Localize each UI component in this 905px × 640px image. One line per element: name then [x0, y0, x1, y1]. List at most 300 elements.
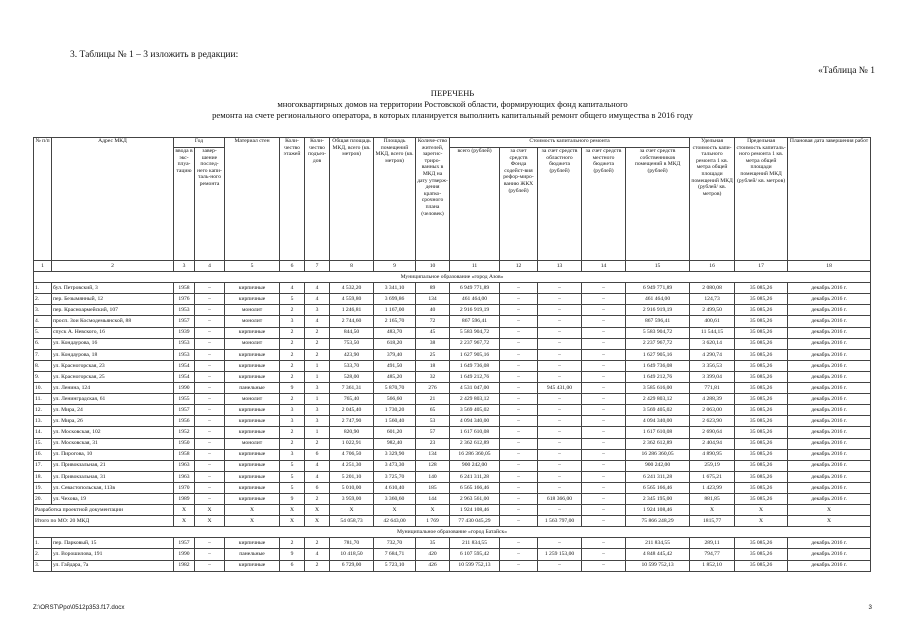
column-number-row	[34, 261, 871, 272]
table-cell: –	[500, 394, 538, 405]
table-cell: 1990	[174, 383, 195, 394]
table-cell: 6 565 166,46	[450, 482, 500, 493]
table-cell: ул. Красногорская, 23	[52, 360, 174, 371]
table-cell: –	[195, 305, 225, 316]
table-cell: 35 085,26	[735, 371, 788, 382]
table-cell: –	[582, 405, 626, 416]
table-cell: ул. Московская, 31	[52, 438, 174, 449]
table-cell: 1 627 905,16	[450, 349, 500, 360]
table-cell: 8.	[34, 360, 52, 371]
table-cell: пер. Парковый, 15	[52, 538, 174, 549]
table-row	[34, 338, 871, 349]
column-number: 15	[626, 261, 690, 272]
table-cell: 1 924 108,46	[450, 505, 500, 516]
table-cell: 9	[280, 383, 305, 394]
table-cell: декабрь 2016 г.	[788, 560, 871, 571]
table-row	[34, 482, 871, 493]
table-cell: декабрь 2016 г.	[788, 538, 871, 549]
table-cell: –	[538, 349, 582, 360]
table-cell: –	[500, 294, 538, 305]
column-number: 16	[690, 261, 735, 272]
table-cell: –	[195, 371, 225, 382]
table-cell: –	[500, 416, 538, 427]
table-cell: ул. Привокзальная, 21	[52, 460, 174, 471]
table-cell: 10.	[34, 383, 52, 394]
table-cell: 820,90	[330, 427, 374, 438]
table-cell: 426	[416, 560, 450, 571]
table-cell: –	[195, 482, 225, 493]
table-cell: пер. Безымянный, 12	[52, 294, 174, 305]
table-cell: 4	[305, 549, 330, 560]
table-cell: 18.	[34, 471, 52, 482]
table-cell: 5	[280, 460, 305, 471]
table-cell: 3 620,14	[690, 338, 735, 349]
table-cell: –	[500, 405, 538, 416]
table-cell: 54 058,73	[330, 516, 374, 527]
column-number: 5	[225, 261, 280, 272]
table-row	[34, 394, 871, 405]
table-cell: 2 404,94	[690, 438, 735, 449]
table-cell: ул. Мира, 24	[52, 405, 174, 416]
table-cell: –	[582, 505, 626, 516]
document-subtitle-2: ремонта на счете регионального оператора, в которых планируется выполнить капитальный ремонт общего имущества в 2016 году	[212, 110, 693, 120]
header-cost-local: за счет средств местного бюджета (рублей)	[582, 148, 626, 261]
table-cell: –	[538, 371, 582, 382]
table-cell: 3 356,53	[690, 360, 735, 371]
table-cell: 1 649 736,08	[450, 360, 500, 371]
table-cell: –	[195, 493, 225, 504]
table-cell: –	[538, 405, 582, 416]
table-cell: 3 699,86	[374, 294, 416, 305]
table-cell: ул. Мира, 26	[52, 416, 174, 427]
table-cell: 4	[305, 283, 330, 294]
table-cell: –	[582, 427, 626, 438]
table-cell: 2	[280, 371, 305, 382]
table-cell: 2 429 803,12	[626, 394, 690, 405]
table-cell: 211 834,55	[626, 538, 690, 549]
table-cell: 12.	[34, 405, 52, 416]
table-cell: кирпичные	[225, 283, 280, 294]
table-cell: 9	[280, 493, 305, 504]
table-cell: –	[195, 383, 225, 394]
table-cell: 5 583 904,72	[626, 327, 690, 338]
table-tagline: «Таблица № 1	[818, 66, 875, 76]
table-cell: декабрь 2016 г.	[788, 482, 871, 493]
table-cell: 35 085,26	[735, 294, 788, 305]
table-cell: –	[195, 460, 225, 471]
table-cell: –	[538, 316, 582, 327]
table-cell: 1.	[34, 538, 52, 549]
table-cell: кирпичные	[225, 327, 280, 338]
header-max-cost: Предельная стоимость капиталь-ного ремонта 1 кв. метра общей площади помещений МКД (рублей/ кв. метров)	[735, 138, 788, 261]
table-cell: 3.	[34, 560, 52, 571]
table-cell: 4 290,74	[690, 349, 735, 360]
table-cell: 1 423,99	[690, 482, 735, 493]
column-number: 3	[174, 261, 195, 272]
table-cell: –	[582, 516, 626, 527]
table-cell: 1950	[174, 438, 195, 449]
table-cell: –	[195, 560, 225, 571]
table-cell: 4 094 340,00	[626, 416, 690, 427]
table-cell: 867 596,41	[450, 316, 500, 327]
table-cell: 35 085,26	[735, 427, 788, 438]
table-cell: –	[538, 538, 582, 549]
table-cell: 35 085,26	[735, 482, 788, 493]
table-cell: 5 723,10	[374, 560, 416, 571]
table-cell: 7.	[34, 349, 52, 360]
table-cell: –	[500, 516, 538, 527]
table-cell: 3 473,30	[374, 460, 416, 471]
column-number: 9	[374, 261, 416, 272]
document-subtitle-1: многоквартирных домов на территории Ростовской области, формирующих фонд капитального	[277, 99, 628, 109]
table-cell: декабрь 2016 г.	[788, 383, 871, 394]
table-row	[34, 449, 871, 460]
table-cell: 1953	[174, 338, 195, 349]
table-cell: 5 583 904,72	[450, 327, 500, 338]
table-cell: 2	[305, 327, 330, 338]
table-cell: –	[582, 294, 626, 305]
table-cell: ул. Ворошилова, 191	[52, 549, 174, 560]
table-cell: 461 464,00	[626, 294, 690, 305]
table-cell: ул. Севастопольская, 113в	[52, 482, 174, 493]
table-cell: –	[582, 394, 626, 405]
table-cell: X	[174, 516, 195, 527]
table-cell: спуск А. Невского, 16	[52, 327, 174, 338]
table-cell: 15.	[34, 438, 52, 449]
column-number: 6	[280, 261, 305, 272]
table-cell: 3	[280, 449, 305, 460]
table-cell: 35	[416, 538, 450, 549]
table-cell: 1958	[174, 283, 195, 294]
table-cell: 10 599 752,13	[626, 560, 690, 571]
table-cell: 4 251,30	[330, 460, 374, 471]
table-cell: 423,90	[330, 349, 374, 360]
table-cell: 1954	[174, 360, 195, 371]
table-cell: 42 643,00	[374, 516, 416, 527]
table-cell: 3 360,60	[374, 493, 416, 504]
table-cell: 1955	[174, 394, 195, 405]
table-cell: декабрь 2016 г.	[788, 371, 871, 382]
table-cell: 1963	[174, 460, 195, 471]
table-cell: декабрь 2016 г.	[788, 427, 871, 438]
table-row	[34, 405, 871, 416]
header-cost-group: Стоимость капитального ремонта	[450, 138, 690, 148]
table-cell: 3.	[34, 305, 52, 316]
column-number: 13	[538, 261, 582, 272]
table-cell: 35 085,26	[735, 438, 788, 449]
header-num: № п/п	[34, 138, 52, 261]
table-cell: 2 362 612,89	[450, 438, 500, 449]
table-cell: 2 623,90	[690, 416, 735, 427]
table-cell: –	[538, 505, 582, 516]
table-cell: 5	[280, 482, 305, 493]
table-cell: 2 237 967,72	[450, 338, 500, 349]
table-cell: кирпичные	[225, 460, 280, 471]
table-cell: ул. Кондаурова, 16	[52, 338, 174, 349]
table-cell: –	[538, 438, 582, 449]
table-cell: –	[582, 560, 626, 571]
table-cell: 1 617 610,08	[450, 427, 500, 438]
table-cell: 900 242,00	[626, 460, 690, 471]
table-cell: 4 610,40	[374, 482, 416, 493]
table-cell: –	[538, 283, 582, 294]
table-cell: монолит	[225, 316, 280, 327]
table-cell: 1953	[174, 349, 195, 360]
table-cell: 794,77	[690, 549, 735, 560]
table-cell: 1 730,20	[374, 405, 416, 416]
column-number: 10	[416, 261, 450, 272]
table-cell: –	[195, 438, 225, 449]
table-cell: 4	[305, 294, 330, 305]
table-cell: 35 085,26	[735, 538, 788, 549]
table-cell: 2 916 919,19	[626, 305, 690, 316]
table-cell: 1952	[174, 427, 195, 438]
table-cell: –	[500, 371, 538, 382]
table-cell: 765,40	[330, 394, 374, 405]
table-cell: 25	[416, 349, 450, 360]
table-cell: кирпичные	[225, 294, 280, 305]
table-cell: декабрь 2016 г.	[788, 449, 871, 460]
table-cell: –	[195, 549, 225, 560]
table-cell: кирпичные	[225, 482, 280, 493]
table-cell: 289,11	[690, 538, 735, 549]
design-docs-row	[34, 505, 871, 516]
table-cell: –	[538, 471, 582, 482]
table-cell: 3 725,70	[374, 471, 416, 482]
header-wall: Материал стен	[225, 138, 280, 261]
table-cell: 732,70	[374, 538, 416, 549]
table-cell: –	[500, 383, 538, 394]
table-cell: X	[225, 505, 280, 516]
table-cell: 1 649 212,76	[626, 371, 690, 382]
table-cell: –	[538, 560, 582, 571]
table-cell: 2	[280, 305, 305, 316]
table-cell: –	[582, 471, 626, 482]
column-number: 17	[735, 261, 788, 272]
table-cell: 35 085,26	[735, 305, 788, 316]
table-cell: 1 560,40	[374, 416, 416, 427]
table-cell: 3	[305, 383, 330, 394]
table-cell: 2	[280, 538, 305, 549]
table-cell: –	[582, 549, 626, 560]
table-row	[34, 316, 871, 327]
table-cell: 4 094 340,00	[450, 416, 500, 427]
table-cell: 867 596,41	[626, 316, 690, 327]
table-cell: –	[195, 449, 225, 460]
table-cell: 844,50	[330, 327, 374, 338]
table-row	[34, 294, 871, 305]
table-cell: 1 167,00	[374, 305, 416, 316]
header-year: Год	[174, 138, 225, 148]
header-cost-regional: за счет средств областного бюджета (рублей)	[538, 148, 582, 261]
table-cell: 4 706,50	[330, 449, 374, 460]
register-table	[33, 137, 871, 572]
table-cell: 2 747,90	[330, 416, 374, 427]
table-cell: 601,20	[374, 427, 416, 438]
table-cell: 1	[305, 371, 330, 382]
table-cell: 2	[280, 360, 305, 371]
table-cell: 4 848 445,42	[626, 549, 690, 560]
table-cell: –	[582, 449, 626, 460]
table-cell: 1 649 212,76	[450, 371, 500, 382]
table-cell: 4	[305, 460, 330, 471]
table-cell: 11 544,15	[690, 327, 735, 338]
table-cell: 2 429 803,12	[450, 394, 500, 405]
table-cell: 7 684,71	[374, 549, 416, 560]
table-cell: –	[538, 449, 582, 460]
table-row	[34, 538, 871, 549]
table-cell: 485,20	[374, 371, 416, 382]
table-cell: 1 246,81	[330, 305, 374, 316]
table-cell: 35 085,26	[735, 338, 788, 349]
column-number: 8	[330, 261, 374, 272]
table-row	[34, 438, 871, 449]
table-cell: 3	[280, 316, 305, 327]
column-number: 1	[34, 261, 52, 272]
table-row	[34, 305, 871, 316]
table-cell: 1 675,21	[690, 471, 735, 482]
table-cell: 35 085,26	[735, 549, 788, 560]
table-cell: 4	[305, 471, 330, 482]
table-cell: X	[416, 505, 450, 516]
table-cell: 13.	[34, 416, 52, 427]
table-cell: 400,61	[690, 316, 735, 327]
table-cell: 618 366,00	[538, 493, 582, 504]
table-cell: 1956	[174, 416, 195, 427]
header-area-total: Общая площадь МКД, всего (кв. метров)	[330, 138, 374, 261]
table-cell: 3 569 405,02	[450, 405, 500, 416]
table-cell: монолит	[225, 394, 280, 405]
table-cell: –	[195, 349, 225, 360]
table-cell: –	[500, 560, 538, 571]
table-cell: 3 399,04	[690, 371, 735, 382]
table-cell: 10 418,50	[330, 549, 374, 560]
table-cell: –	[582, 482, 626, 493]
table-cell: 1 627 905,16	[626, 349, 690, 360]
table-cell: кирпичные	[225, 405, 280, 416]
table-row	[34, 416, 871, 427]
table-cell: 5 870,70	[374, 383, 416, 394]
table-cell: –	[195, 327, 225, 338]
table-cell: –	[195, 316, 225, 327]
table-cell: 7 361,31	[330, 383, 374, 394]
table-cell: 5 010,00	[330, 482, 374, 493]
table-cell: –	[582, 327, 626, 338]
document-title: ПЕРЕЧЕНЬ	[430, 88, 475, 98]
table-cell: 35 085,26	[735, 405, 788, 416]
table-cell: 566,60	[374, 394, 416, 405]
table-cell: бул. Петровский, 3	[52, 283, 174, 294]
table-cell: –	[582, 538, 626, 549]
column-number: 7	[305, 261, 330, 272]
table-cell: –	[195, 283, 225, 294]
table-cell: 5	[280, 294, 305, 305]
table-cell: 16 286 360,05	[626, 449, 690, 460]
table-cell: 134	[416, 449, 450, 460]
table-row	[34, 371, 871, 382]
table-cell: 4 532,20	[330, 283, 374, 294]
table-cell: –	[538, 416, 582, 427]
table-row	[34, 427, 871, 438]
table-cell: 2.	[34, 549, 52, 560]
table-cell: X	[374, 505, 416, 516]
table-cell: 2 165,70	[374, 316, 416, 327]
table-cell: кирпичные	[225, 349, 280, 360]
table-cell: –	[195, 360, 225, 371]
table-cell: 1 852,10	[690, 560, 735, 571]
table-cell: X	[690, 505, 735, 516]
table-row	[34, 460, 871, 471]
column-number: 14	[582, 261, 626, 272]
table-cell: –	[500, 471, 538, 482]
header-year-built: ввода в экс-плуа-тацию	[174, 148, 195, 261]
table-row	[34, 493, 871, 504]
table-cell: 881,85	[690, 493, 735, 504]
table-cell: 5 201,10	[330, 471, 374, 482]
table-cell: 483,70	[374, 327, 416, 338]
table-cell: X	[305, 516, 330, 527]
table-cell: X	[305, 505, 330, 516]
table-cell: –	[195, 538, 225, 549]
table-cell: декабрь 2016 г.	[788, 549, 871, 560]
table-cell: 4 288,39	[690, 394, 735, 405]
table-cell: 900 242,00	[450, 460, 500, 471]
table-cell: декабрь 2016 г.	[788, 305, 871, 316]
header-floors: Коли-чество этажей	[280, 138, 305, 261]
table-cell: –	[195, 394, 225, 405]
table-cell: 35 085,26	[735, 493, 788, 504]
table-cell: 1957	[174, 538, 195, 549]
header-area-premises: Площадь помещений МКД, всего (кв. метров)	[374, 138, 416, 261]
table-cell: 1815,77	[690, 516, 735, 527]
table-cell: 1957	[174, 316, 195, 327]
header-residents: Количе-ство жителей, зарегис-триро-ванных в МКД на дату утверж-дения кратко-срочного плана (человек)	[416, 138, 450, 261]
table-cell: ул. Кондаурова, 18	[52, 349, 174, 360]
table-cell: 2	[280, 349, 305, 360]
table-cell: 2	[280, 327, 305, 338]
table-cell: –	[538, 327, 582, 338]
table-cell: 1963	[174, 471, 195, 482]
table-cell: –	[195, 405, 225, 416]
table-cell: 5.	[34, 327, 52, 338]
table-cell: –	[538, 338, 582, 349]
table-cell: 379,40	[374, 349, 416, 360]
table-cell: ул. Пирогова, 10	[52, 449, 174, 460]
table-cell: кирпичные	[225, 560, 280, 571]
table-cell: –	[195, 416, 225, 427]
table-cell: –	[195, 294, 225, 305]
table-cell: 4 559,80	[330, 294, 374, 305]
header-deadline: Плановая дата завершения работ	[788, 138, 871, 261]
table-cell: 2 690,64	[690, 427, 735, 438]
table-cell: 1957	[174, 405, 195, 416]
section-title: Муниципальное образование «город Азов»	[34, 272, 871, 283]
table-cell: –	[500, 460, 538, 471]
table-cell: ул. Чехова, 19	[52, 493, 174, 504]
table-cell: 77 430 045,29	[450, 516, 500, 527]
table-cell: 771,81	[690, 383, 735, 394]
table-cell: 2	[280, 438, 305, 449]
table-cell: декабрь 2016 г.	[788, 416, 871, 427]
table-row	[34, 560, 871, 571]
table-cell: –	[500, 538, 538, 549]
table-cell: 2	[305, 349, 330, 360]
table-cell: 35 085,26	[735, 327, 788, 338]
table-cell: 6 729,00	[330, 560, 374, 571]
table-cell: 461 464,00	[450, 294, 500, 305]
table-cell: 2 362 612,89	[626, 438, 690, 449]
header-cost-fund: за счет средств Фонда содейст-вия рефор-миро-ванию ЖКХ (рублей)	[500, 148, 538, 261]
